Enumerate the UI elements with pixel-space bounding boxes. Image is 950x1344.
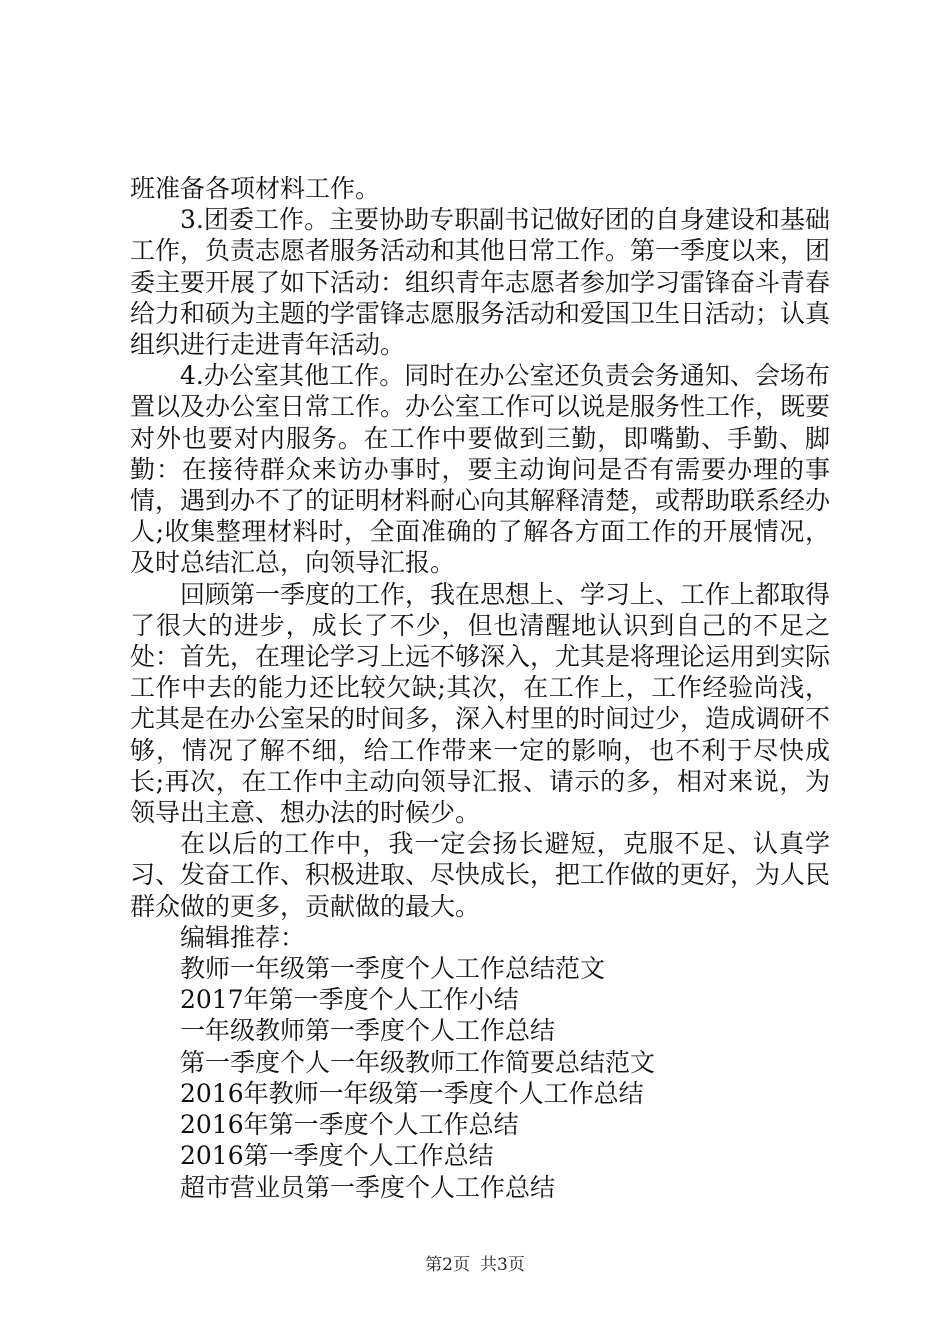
paragraph-outlook: 在以后的工作中，我一定会扬长避短，克服不足、认真学习、发奋工作、积极进取、尽快成长，把工作做的更好，为人民群众做的更多，贡献做的最大。 xyxy=(130,829,831,921)
recommend-link[interactable]: 2016年教师一年级第一季度个人工作总结 xyxy=(180,1078,644,1108)
recommend-link[interactable]: 教师一年级第一季度个人工作总结范文 xyxy=(180,954,606,984)
paragraph-office-work: 4.办公室其他工作。同时在办公室还负责会务通知、会场布置以及办公室日常工作。办公室工作可以说是服务性工作，既要对外也要对内服务。在工作中要做到三勤，即嘴勤、手勤、脚勤：在接待群众来访办事时，要主动询问是否有需要办理的事情，遇到办不了的证明材料耐心向其解释清楚，或帮助联系经办人;收集整理材料时，全面准确的了解各方面工作的开展情况，及时总结汇总，向领导汇报。 xyxy=(130,361,831,578)
paragraph-continuation: 班准备各项材料工作。 xyxy=(130,174,381,203)
recommend-heading: 编辑推荐： xyxy=(180,922,306,952)
recommend-link[interactable]: 2016第一季度个人工作总结 xyxy=(180,1141,494,1171)
recommend-link[interactable]: 2016年第一季度个人工作总结 xyxy=(180,1110,519,1140)
recommend-link[interactable]: 超市营业员第一季度个人工作总结 xyxy=(180,1172,556,1202)
recommend-link[interactable]: 一年级教师第一季度个人工作总结 xyxy=(180,1016,556,1046)
paragraph-review: 回顾第一季度的工作，我在思想上、学习上、工作上都取得了很大的进步，成长了不少，但也清醒地认识到自己的不足之处：首先，在理论学习上远不够深入，尤其是将理论运用到实际工作中去的能力还比较欠缺;其次，在工作上，工作经验尚浅，尤其是在办公室呆的时间多，深入村里的时间过少，造成调研不够，情况了解不细，给工作带来一定的影响，也不利于尽快成长;再次，在工作中主动向领导汇报、请示的多，相对来说，为领导出主意、想办法的时候少。 xyxy=(130,579,831,828)
paragraph-league-work: 3.团委工作。主要协助专职副书记做好团的自身建设和基础工作，负责志愿者服务活动和其他日常工作。第一季度以来，团委主要开展了如下活动：组织青年志愿者参加学习雷锋奋斗青春给力和硕为主题的学雷锋志愿服务活动和爱国卫生日活动；认真组织进行走进青年活动。 xyxy=(130,205,831,360)
recommend-link[interactable]: 2017年第一季度个人工作小结 xyxy=(180,985,519,1015)
document-body xyxy=(130,173,830,1203)
recommend-link[interactable]: 第一季度个人一年级教师工作简要总结范文 xyxy=(180,1047,656,1077)
page-total: 共3页 xyxy=(480,1255,525,1275)
page-footer xyxy=(0,1250,950,1275)
page-number: 第2页 xyxy=(425,1255,470,1275)
